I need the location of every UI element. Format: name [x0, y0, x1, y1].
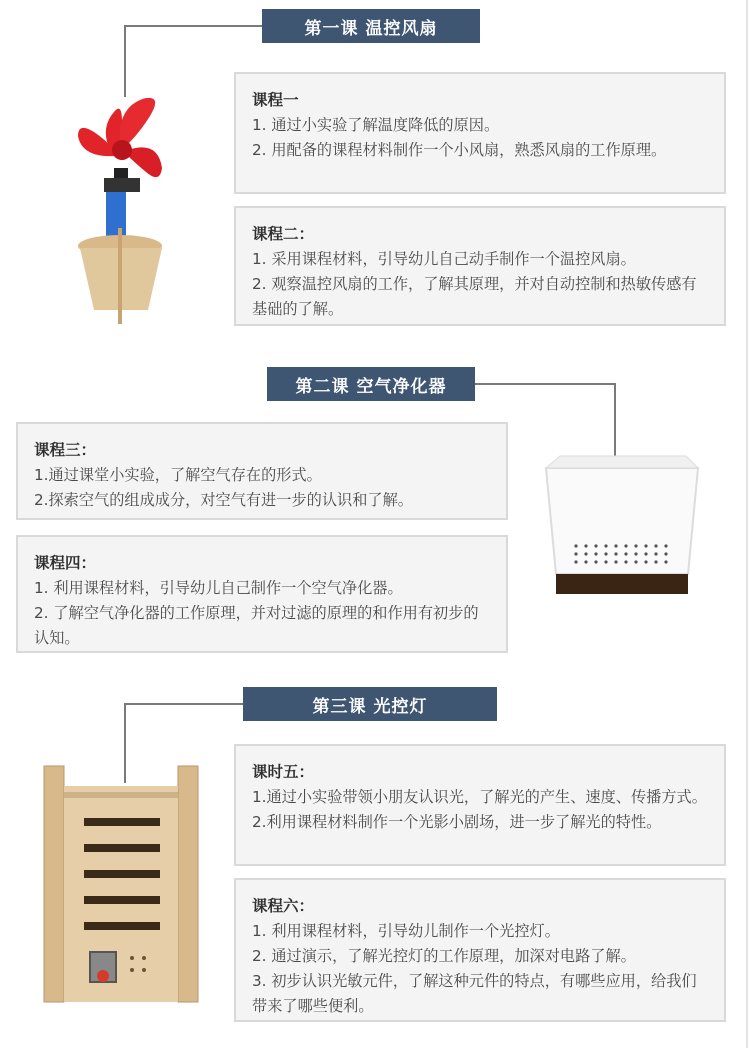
section2-connector-h [475, 383, 615, 385]
card-line: 1. 利用课程材料，引导幼儿自己制作一个空气净化器。 [34, 579, 403, 597]
air-purifier-image [540, 452, 704, 598]
card-line: 1. 采用课程材料，引导幼儿自己动手制作一个温控风扇。 [252, 250, 636, 268]
card-heading: 课时五： [252, 763, 315, 781]
section3-connector-h [124, 703, 243, 705]
card-heading: 课程六： [252, 897, 315, 915]
temperature-fan-image [70, 88, 180, 326]
page-edge-divider [746, 0, 748, 1048]
card-heading: 课程三： [34, 441, 97, 459]
card-line: 1.通过小实验带领小朋友认识光，了解光的产生、速度、传播方式。 [252, 788, 707, 806]
section2-connector-v [614, 383, 616, 459]
course-card-1 [234, 72, 726, 194]
card-line: 1. 利用课程材料，引导幼儿制作一个光控灯。 [252, 922, 560, 940]
section1-connector-h [124, 25, 262, 27]
section1-connector-v [124, 25, 126, 97]
course-card-2 [234, 206, 726, 326]
card-line: 2. 通过演示，了解光控灯的工作原理，加深对电路了解。 [252, 947, 636, 965]
card-line: 3. 初步认识光敏元件，了解这种元件的特点，有哪些应用，给我们带来了哪些便利。 [252, 972, 697, 1015]
card-line: 2. 用配备的课程材料制作一个小风扇，熟悉风扇的工作原理。 [252, 141, 667, 159]
card-line: 1.通过课堂小实验，了解空气存在的形式。 [34, 466, 322, 484]
card-heading: 课程二： [252, 225, 315, 243]
card-line: 1. 通过小实验了解温度降低的原因。 [252, 116, 500, 134]
course-card-5 [234, 744, 726, 866]
card-line: 2.探索空气的组成成分，对空气有进一步的认识和了解。 [34, 491, 413, 509]
card-line: 2. 观察温控风扇的工作，了解其原理，并对自动控制和热敏传感有基础的了解。 [252, 275, 697, 318]
section3-title: 第三课 光控灯 [243, 687, 497, 721]
light-control-lamp-image [40, 762, 202, 1004]
section2-title: 第二课 空气净化器 [267, 367, 475, 401]
section1-title: 第一课 温控风扇 [262, 9, 480, 43]
card-heading: 课程四： [34, 554, 97, 572]
card-heading: 课程一 [252, 91, 299, 109]
card-line: 2. 了解空气净化器的工作原理，并对过滤的原理的和作用有初步的认知。 [34, 604, 479, 647]
course-card-4 [16, 535, 508, 653]
course-card-6 [234, 878, 726, 1022]
course-card-3 [16, 422, 508, 520]
card-line: 2.利用课程材料制作一个光影小剧场，进一步了解光的特性。 [252, 813, 662, 831]
